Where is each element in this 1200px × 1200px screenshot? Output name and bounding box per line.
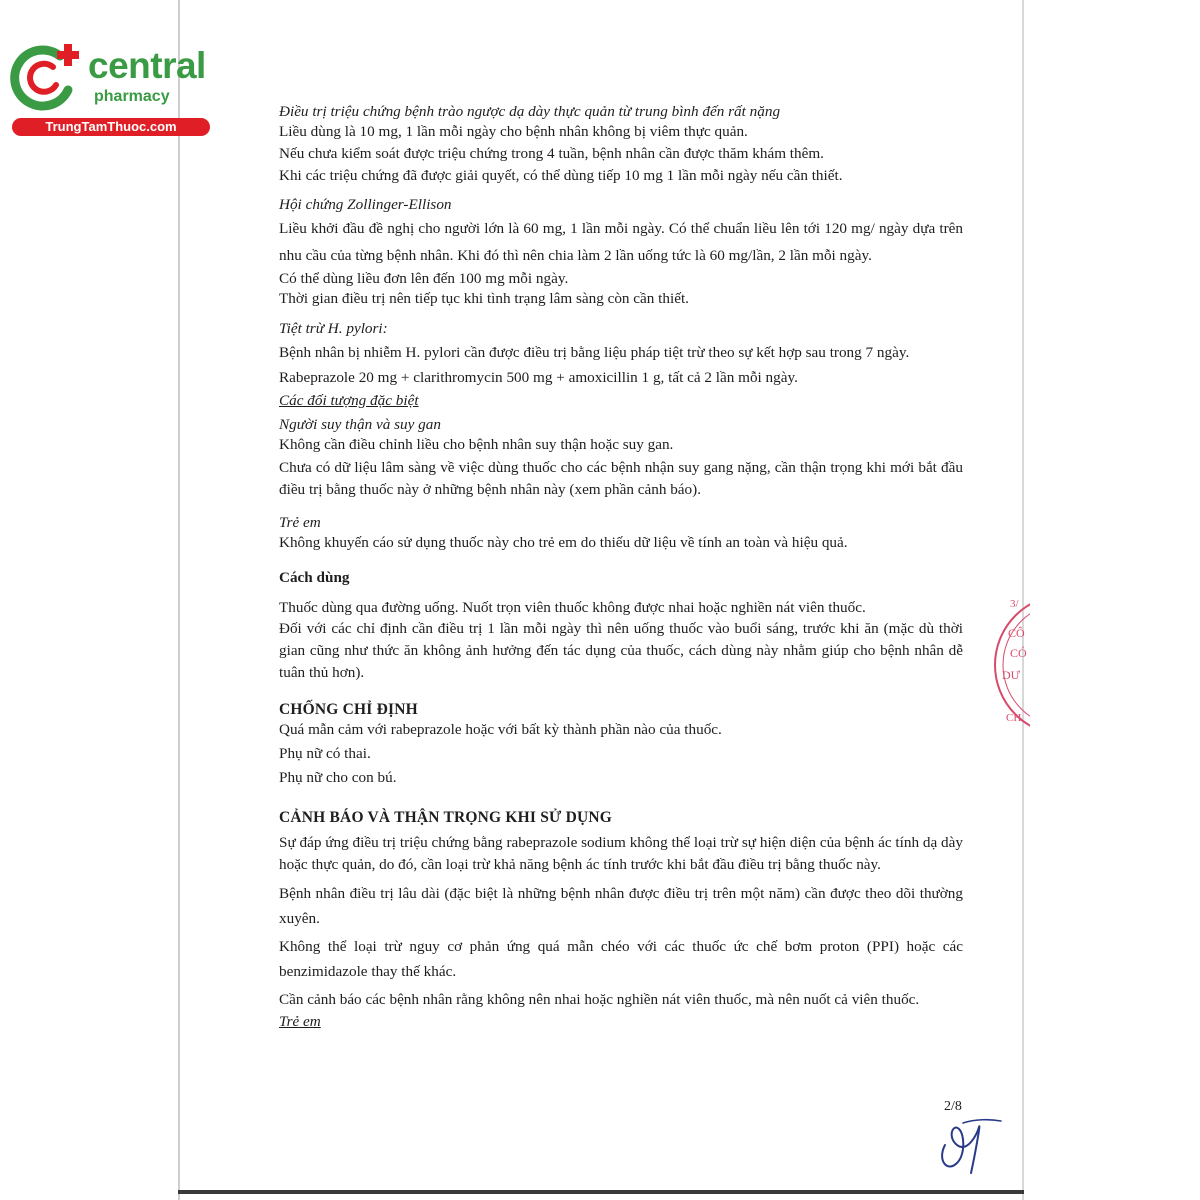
heading-contraindications: CHỐNG CHỈ ĐỊNH — [279, 701, 418, 718]
page-number: 2/8 — [944, 1099, 962, 1114]
heading-warnings: CẢNH BÁO VÀ THẬN TRỌNG KHI SỬ DỤNG — [279, 809, 613, 826]
paragraph: Chưa có dữ liệu lâm sàng về việc dùng thuốc cho các bệnh nhận suy gang nặng, cần thận trọng khi mới bắt đầu điều trị bằng thuốc này ở những bệnh nhân này (xem phần cảnh báo). — [279, 459, 963, 498]
central-pharmacy-logo[interactable] — [8, 38, 213, 138]
page-edge-left — [178, 0, 180, 1200]
paragraph: Không cần điều chỉnh liều cho bệnh nhân suy thận hoặc suy gan. — [279, 436, 674, 453]
svg-text:CÔ: CÔ — [1008, 626, 1025, 640]
paragraph: Bệnh nhân điều trị lâu dài (đặc biệt là những bệnh nhân được điều trị trên một năm) cần được theo dõi thường xuyên. — [279, 885, 963, 927]
paragraph: Đối với các chỉ định cần điều trị 1 lần mỗi ngày thì nên uống thuốc vào buổi sáng, trước khi ăn (mặc dù thời gian cũng như thức ăn không ảnh hưởng đến tác dụng của thuốc, cách dùng này nhằm giúp cho bệnh nhân dễ tuân thủ hơn). — [279, 620, 963, 681]
paragraph: Nếu chưa kiểm soát được triệu chứng trong 4 tuần, bệnh nhân cần được thăm khám thêm. — [279, 145, 824, 162]
paragraph: Không thể loại trừ nguy cơ phản ứng quá mẫn chéo với các thuốc ức chế bơm proton (PPI) hoặc các benzimidazole thay thế khác. — [279, 938, 963, 980]
subheading-zollinger: Hội chứng Zollinger-Ellison — [279, 196, 452, 213]
subheading-special-groups: Các đối tượng đặc biệt — [279, 392, 419, 409]
paragraph: Rabeprazole 20 mg + clarithromycin 500 mg + amoxicillin 1 g, tất cả 2 lần mỗi ngày. — [279, 369, 798, 386]
paragraph: Phụ nữ có thai. — [279, 745, 371, 762]
paragraph: Thuốc dùng qua đường uống. Nuốt trọn viên thuốc không được nhai hoặc nghiền nát viên thuốc. — [279, 599, 866, 616]
signature — [935, 1115, 1005, 1175]
paragraph: Quá mẫn cảm với rabeprazole hoặc với bất kỳ thành phần nào của thuốc. — [279, 721, 722, 738]
page-edge-bottom — [178, 1190, 1024, 1194]
paragraph: Khi các triệu chứng đã được giải quyết, có thể dùng tiếp 10 mg 1 lần mỗi ngày nếu cần thiết. — [279, 167, 843, 184]
paragraph: Thời gian điều trị nên tiếp tục khi tình trạng lâm sàng còn cần thiết. — [279, 290, 689, 307]
paragraph: Không khuyến cáo sử dụng thuốc này cho trẻ em do thiếu dữ liệu về tính an toàn và hiệu quả. — [279, 534, 848, 551]
logo-brand-text: central — [88, 45, 206, 86]
logo-url-badge[interactable]: TrungTamThuoc.com — [12, 118, 210, 136]
svg-text:3/: 3/ — [1010, 598, 1019, 610]
svg-text:DƯ: DƯ — [1002, 668, 1020, 682]
paragraph: Có thể dùng liều đơn lên đến 100 mg mỗi ngày. — [279, 270, 569, 287]
subheading-children-warning: Trẻ em — [279, 1013, 321, 1030]
svg-text:CH: CH — [1006, 712, 1022, 724]
paragraph: Sự đáp ứng điều trị triệu chứng bằng rabeprazole sodium không thể loại trừ sự hiện diện của bệnh ác tính dạ dày hoặc thực quản, do đó, cần loại trừ khả năng bệnh ác tính trước khi bắt đầu điều trị bằng thuốc này. — [279, 834, 963, 873]
heading-usage: Cách dùng — [279, 569, 350, 586]
subheading-gerd: Điều trị triệu chứng bệnh trào ngược dạ dày thực quản từ trung bình đến rất nặng — [279, 103, 781, 120]
document-body — [279, 100, 963, 1032]
subheading-h-pylori: Tiệt trừ H. pylori: — [279, 320, 388, 337]
central-pharmacy-emblem-icon — [8, 38, 88, 114]
paragraph: Liều khởi đầu đề nghị cho người lớn là 60 mg, 1 lần mỗi ngày. Có thể chuẩn liều lên tới 120 mg/ ngày dựa trên nhu cầu của từng bệnh nhân. Khi đó thì nên chia làm 2 lần uống tức là 60 mg/lần, 2 lần mỗi ngày. — [279, 220, 963, 264]
paragraph: Phụ nữ cho con bú. — [279, 769, 397, 786]
logo-sub-text: pharmacy — [94, 88, 170, 105]
paragraph: Bệnh nhân bị nhiễm H. pylori cần được điều trị bằng liệu pháp tiệt trừ theo sự kết hợp sau trong 7 ngày. — [279, 344, 910, 361]
subheading-children: Trẻ em — [279, 514, 321, 531]
svg-text:CÓ: CÓ — [1010, 646, 1027, 660]
paragraph: Liều dùng là 10 mg, 1 lần mỗi ngày cho bệnh nhân không bị viêm thực quản. — [279, 123, 748, 140]
seal-stamp — [990, 585, 1030, 745]
paragraph: Cần cảnh báo các bệnh nhân rằng không nên nhai hoặc nghiền nát viên thuốc, mà nên nuốt cả viên thuốc. — [279, 991, 920, 1008]
subheading-renal-hepatic: Người suy thận và suy gan — [279, 416, 441, 433]
